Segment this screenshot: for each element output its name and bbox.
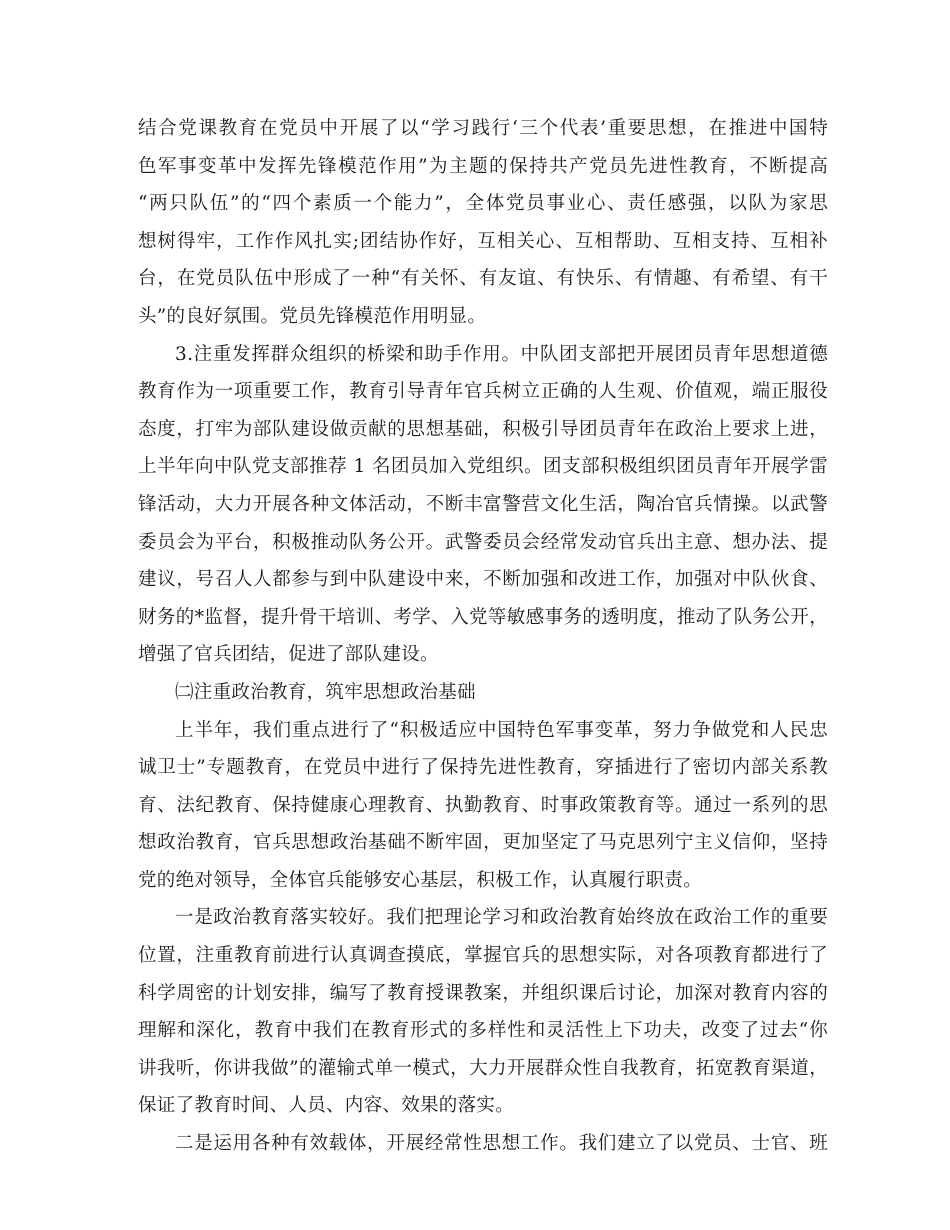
text-line: 色军事变革中发挥先锋模范作用”为主题的保持共产党员先进性教育，不断提高 [138,155,828,177]
text-line: 教育作为一项重要工作，教育引导青年官兵树立正确的人生观、价值观，端正服役 [138,381,828,403]
text-line: 育、法纪教育、保持健康心理教育、执勤教育、时事政策教育等。通过一系列的思 [138,794,828,816]
text-line: 态度，打牢为部队建设做贡献的思想基础，积极引导团员青年在政治上要求上进， [138,418,828,440]
text-line: 上半年，我们重点进行了“积极适应中国特色军事变革，努力争做党和人民忠 [175,719,828,741]
paragraph-political-education-implemented [138,899,828,1125]
paragraph-first-half-education [138,712,828,900]
text-line: 委员会为平台，积极推动队务公开。武警委员会经常发动官兵出主意、想办法、提 [138,531,828,553]
text-line: 科学周密的计划安排，编写了教育授课教案，并组织课后讨论，加深对教育内容的 [138,982,828,1004]
text-line: 讲我听，你讲我做”的灌输式单一模式，大力开展群众性自我教育，拓宽教育渠道， [138,1057,828,1079]
text-line: “两只队伍”的“四个素质一个能力”，全体党员事业心、责任感强，以队为家思 [138,193,828,215]
text-line: 保证了教育时间、人员、内容、效果的落实。 [138,1095,515,1117]
document-body [138,110,828,1163]
section-heading-political-education [138,674,828,712]
text-line: 头”的良好氛围。党员先锋模范作用明显。 [138,305,487,327]
text-line: 财务的*监督，提升骨干培训、考学、入党等敏感事务的透明度，推动了队务公开， [138,606,828,628]
text-line: 一是政治教育落实较好。我们把理论学习和政治教育始终放在政治工作的重要 [175,907,828,929]
text-line: 党的绝对领导，全体官兵能够安心基层，积极工作，认真履行职责。 [138,869,703,891]
paragraph-regular-ideological-work [138,1125,828,1163]
text-line: 结合党课教育在党员中开展了以“学习践行‘三个代表’重要思想，在推进中国特 [138,118,828,139]
section-heading: ㈡注重政治教育，筑牢思想政治基础 [175,681,476,703]
text-line: 诚卫士”专题教育，在党员中进行了保持先进性教育，穿插进行了密切内部关系教 [138,757,828,779]
text-line: 二是运用各种有效载体，开展经常性思想工作。我们建立了以党员、士官、班 [175,1133,828,1155]
paragraph-mass-organization [138,336,828,674]
paragraph-party-education [138,110,828,336]
text-line: 建议，号召人人都参与到中队建设中来，不断加强和改进工作，加强对中队伙食、 [138,569,828,591]
text-line: 想政治教育，官兵思想政治基础不断牢固，更加坚定了马克思列宁主义信仰，坚持 [138,832,828,854]
text-line: 锋活动，大力开展各种文体活动，不断丰富警营文化生活，陶冶官兵情操。以武警 [138,493,828,515]
text-line: 上半年向中队党支部推荐 1 名团员加入党组织。团支部积极组织团员青年开展学雷 [138,456,828,478]
text-line: 位置，注重教育前进行认真调查摸底，掌握官兵的思想实际，对各项教育都进行了 [138,945,828,967]
text-line: 3.注重发挥群众组织的桥梁和助手作用。中队团支部把开展团员青年思想道德 [175,343,828,365]
text-line: 想树得牢，工作作风扎实;团结协作好，互相关心、互相帮助、互相支持、互相补 [138,230,828,252]
text-line: 理解和深化，教育中我们在教育形式的多样性和灵活性上下功夫，改变了过去“你 [138,1020,828,1042]
text-line: 台，在党员队伍中形成了一种“有关怀、有友谊、有快乐、有情趣、有希望、有干 [138,268,828,290]
text-line: 增强了官兵团结，促进了部队建设。 [138,644,439,666]
